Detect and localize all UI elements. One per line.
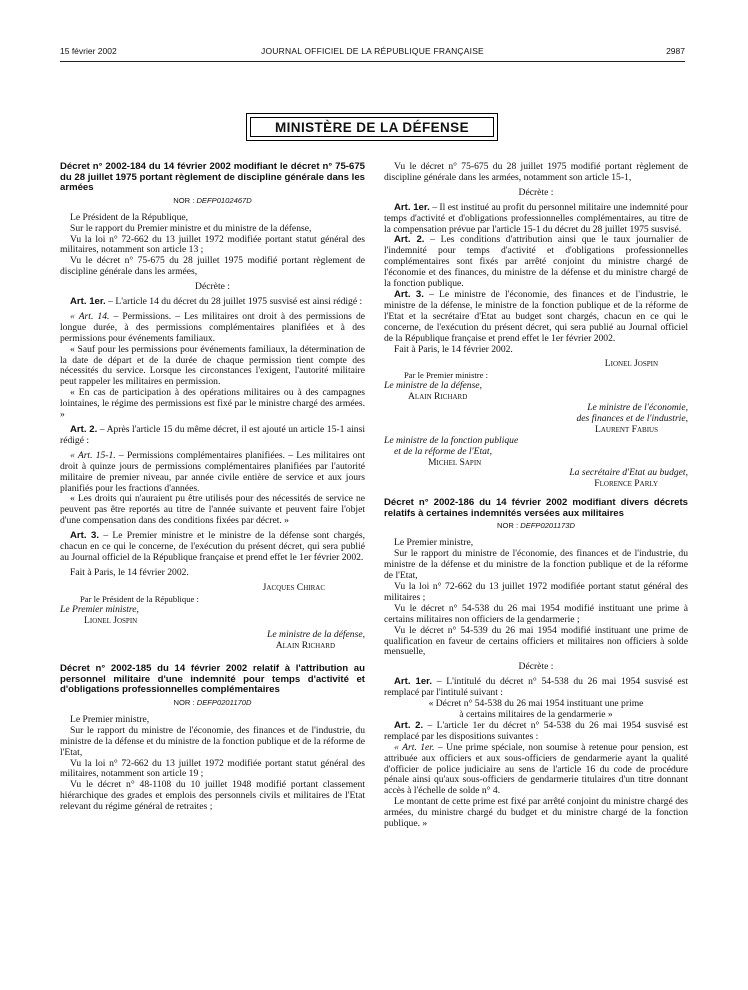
decree-184-p1: Le Président de la République, [70, 211, 189, 223]
right-column [384, 162, 688, 830]
decree-184-par: Par le Président de la République : [80, 593, 199, 604]
decree-186-p5: Vu le décret n° 54-539 du 26 mai 1954 modifié instituant une prime de qualification en faveur de certains officiers et militaires non officiers à solde mensuelle, [384, 624, 688, 658]
decree-184-quote-1: « Art. 14. – Permissions. – Les militaires ont droit à des permissions de longue durée, à des permissions complémentaires planifiées et à des permissions pour événements familiaux. [60, 310, 365, 344]
ministry-banner-text: MINISTÈRE DE LA DÉFENSE [250, 117, 494, 137]
decree-185-article-3: Art. 3. – Le ministre de l'économie, des finances et de l'industrie, le ministre de la défense, le ministre de la fonction publique et de la réforme de l'Etat et la secrétaire d'Etat au budget sont chargés, chacun en ce qui le concerne, de l'exécution du présent décret, qui sera publié au Journal officiel de la République française et prend effet le 1er février 2002. [384, 288, 688, 344]
decree-184-pm-name: Lionel Jospin [84, 614, 138, 626]
decree-185-fp-name: Michel Sapin [428, 456, 482, 468]
decree-184-nor: NOR : DEFP0102467D [173, 195, 252, 205]
decree-185-par: Par le Premier ministre : [404, 370, 489, 381]
decree-185-article-1: Art. 1er. – Il est institué au profit du personnel militaire une indemnité pour temps d'activité et d'obligations professionnelles complémentaires, au titre de la compensation prévue par l'article 15-1 du décret du 28 juillet 1975 susvisé. [384, 201, 688, 235]
header-journal-title: JOURNAL OFFICIEL DE LA RÉPUBLIQUE FRANÇAISE [261, 46, 484, 56]
decree-185-p4: Vu le décret n° 48-1108 du 10 juillet 1948 modifié portant classement hiérarchique des grades et emplois des personnels civils et militaires de l'Etat relevant du régime général de retraites ; [60, 779, 365, 813]
header-page-number: 2987 [666, 46, 685, 56]
decree-186-p3: Vu la loi n° 72-662 du 13 juillet 1972 modifiée portant statut général des militaires ; [384, 581, 688, 603]
decree-184-p4: Vu le décret n° 75-675 du 28 juillet 1975 modifié portant règlement de discipline générale dans les armées, [60, 255, 365, 278]
decree-185-p2: Sur le rapport du ministre de l'économie, des finances et de l'industrie, du ministre de la défense et du ministre de la fonction publique et de la réforme de l'Etat, [60, 724, 365, 758]
decree-184-article-3: Art. 3. – Le Premier ministre et le ministre de la défense sont chargés, chacun en ce qui le concerne, de l'exécution du présent décret, qui sera publié au Journal officiel de la République française et prend effet le 1er février 2002. [60, 530, 365, 563]
decree-185-economy-name: Laurent Fabius [595, 423, 658, 435]
decree-184-quote-3: « En cas de participation à des opérations militaires ou à des campagnes lointaines, le régime des permissions est fixé par le ministre chargé des armées. » [60, 387, 365, 421]
running-header [60, 46, 685, 60]
decree-185-fait: Fait à Paris, le 14 février 2002. [394, 343, 513, 355]
decree-185-defense-role: Le ministre de la défense, [384, 380, 482, 392]
decree-186-quote-2: « Art. 1er. – Une prime spéciale, non soumise à retenue pour pension, est attribuée aux officiers et aux sous-officiers de gendarmerie ayant la qualité d'officier de police judiciaire au sens de l'article 16 du code de procédure pénale ainsi qu'aux sous-officiers de gendarmerie titulaires d'un titre donnant accès à l'échelle de solde n° 4. [384, 741, 688, 797]
decree-186-quote-1b: à certains militaires de la gendarmerie » [459, 708, 613, 720]
left-column [60, 162, 365, 813]
decree-186-p4: Vu le décret n° 54-538 du 26 mai 1954 modifié instituant une prime à certains militaires non officiers de la gendarmerie ; [384, 602, 688, 625]
decree-185-decrete: Décrète : [518, 186, 554, 198]
decree-184-decrete: Décrète : [195, 281, 230, 293]
decree-186-quote-3: Le montant de cette prime est fixé par arrêté conjoint du ministre chargé des armées, du ministre chargé du budget et du ministre chargé de la fonction publique. » [384, 796, 688, 830]
decree-184-fait: Fait à Paris, le 14 février 2002. [70, 566, 189, 578]
decree-184-article-2: Art. 2. – Après l'article 15 du même décret, il est ajouté un article 15-1 ainsi rédigé : [60, 424, 365, 446]
decree-186-article-1: Art. 1er. – L'intitulé du décret n° 54-538 du 26 mai 1954 susvisé est remplacé par l'intitulé suivant : [384, 676, 688, 699]
decree-186-article-2: Art. 2. – L'article 1er du décret n° 54-538 du 26 mai 1954 susvisé est remplacé par les dispositions suivantes : [384, 719, 688, 742]
decree-184-p3: Vu la loi n° 72-662 du 13 juillet 1972 modifiée portant statut général des militaires, notamment son article 13 ; [60, 233, 365, 256]
decree-186-p2: Sur le rapport du ministre de l'économie, des finances et de l'industrie, du ministre de la défense et du ministre de la fonction publique et de la réforme de l'Etat, [384, 548, 688, 582]
decree-185-signature-pm: Lionel Jospin [604, 358, 658, 370]
decree-186-p1: Le Premier ministre, [394, 537, 474, 549]
decree-186-title: Décret n° 2002-186 du 14 février 2002 modifiant divers décrets relatifs à certaines indemnités versées aux militaires [384, 497, 688, 519]
decree-185-economy-role-2: des finances et de l'industrie, [576, 412, 688, 424]
decree-184-quote-2: « Sauf pour les permissions pour événements familiaux, la détermination de la date de départ et de la durée de chaque permission tient compte des nécessités du service. Lorsque les circonstances l'exigent, l'autorité militaire peut rappeler les militaires en permission. [60, 343, 365, 388]
decree-186-quote-1a: « Décret n° 54-538 du 26 mai 1954 instituant une prime [428, 698, 644, 710]
decree-185-p3: Vu la loi n° 72-662 du 13 juillet 1972 modifiée portant statut général des militaires, notamment son article 19 ; [60, 757, 365, 780]
header-rule [60, 61, 685, 62]
decree-185-budget-name: Florence Parly [594, 478, 658, 490]
decree-185-title: Décret n° 2002-185 du 14 février 2002 relatif à l'attribution au personnel militaire d'une indemnité pour temps d'activité et d'obligations professionnelles complémentaires [60, 663, 365, 696]
decree-185-economy-role-1: Le ministre de l'économie, [587, 402, 688, 414]
ministry-banner [246, 113, 498, 141]
decree-186-decrete: Décrète : [518, 661, 554, 673]
decree-184-quote-5: « Les droits qui n'auraient pu être utilisés pour des nécessités de service ne peuvent pas être reportés au titre de l'année suivante et peuvent faire l'objet d'une compensation dans des conditions fixées par décret. » [60, 493, 365, 527]
decree-186-nor: NOR : DEFP0201173D [497, 521, 575, 531]
decree-185-fp-role-2: et de la réforme de l'Etat, [394, 445, 492, 457]
decree-185-fp-role-1: Le ministre de la fonction publique [384, 434, 519, 446]
decree-185-p1: Le Premier ministre, [70, 713, 150, 725]
decree-184-article-1: Art. 1er. – L'article 14 du décret du 28 juillet 1975 susvisé est ainsi rédigé : [70, 296, 363, 308]
decree-184-quote-4: « Art. 15-1. – Permissions complémentaires planifiées. – Les militaires ont droit à quinze jours de permissions complémentaires planifiées par l'autorité militaire de premier niveau, par année civile entière de service et aux jours planifiés pour les fractions d'années. [60, 449, 365, 494]
decree-184-pm-role: Le Premier ministre, [60, 603, 139, 615]
header-date: 15 février 2002 [60, 46, 117, 56]
decree-184-title: Décret n° 2002-184 du 14 février 2002 modifiant le décret n° 75-675 du 28 juillet 1975 portant règlement de discipline générale dans les armées [60, 161, 365, 194]
decree-185-defense-name: Alain Richard [408, 391, 468, 403]
decree-184-defense-role: Le ministre de la défense, [267, 629, 365, 641]
decree-184-p2: Sur le rapport du Premier ministre et du ministre de la défense, [70, 222, 312, 234]
decree-185-budget-role: La secrétaire d'Etat au budget, [569, 467, 688, 479]
decree-185-article-2: Art. 2. – Les conditions d'attribution ainsi que le taux journalier de l'indemnité pour temps d'activité et d'obligations professionnelles complémentaires sont fixés par arrêté conjoint du ministre chargé de l'économie et des finances, du ministre de la défense et du ministre chargé de la fonction publique. [384, 234, 688, 290]
decree-185-nor: NOR : DEFP0201170D [173, 698, 252, 707]
decree-184-signature-president: Jacques Chirac [262, 581, 325, 593]
decree-185-p5: Vu le décret n° 75-675 du 28 juillet 1975 modifié portant règlement de discipline générale dans les armées, notamment son article 15-1, [384, 161, 688, 183]
decree-184-defense-name: Alain Richard [275, 640, 335, 652]
